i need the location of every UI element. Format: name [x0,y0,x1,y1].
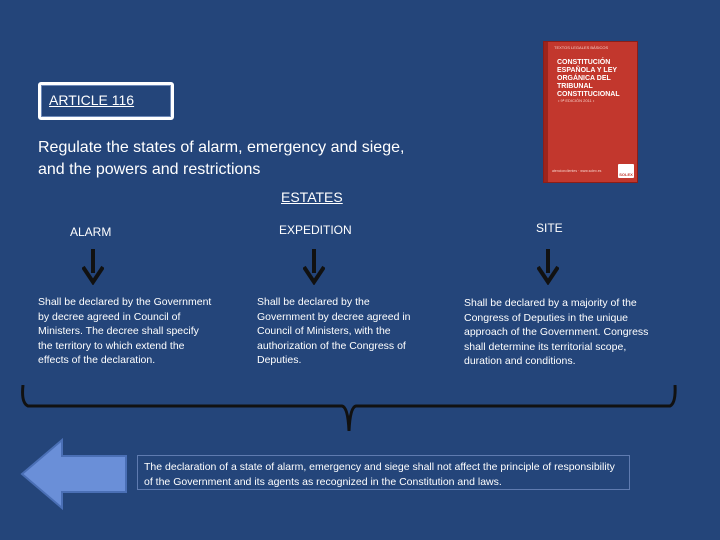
article-title: ARTICLE 116 [49,92,135,108]
column-text-site: Shall be declared by a majority of the Congress of Deputies in the unique approach of the Government. Congress shall determine its territorial scope, duration and conditions. [464,297,649,368]
column-title-alarm: ALARM [70,225,112,239]
book-cover-image [543,41,638,183]
arrow-down-icon [303,249,325,285]
back-arrow-icon[interactable] [18,436,130,512]
column-title-site: SITE [536,221,563,235]
note-text: The declaration of a state of alarm, emergency and siege shall not affect the principle of responsibility of the Government and its agents as recognized in the Constitution and laws. [137,455,630,490]
publisher-logo: SOLEX [618,164,634,178]
book-edition: • 9ª EDICIÓN 2011 • [558,98,595,103]
arrow-down-icon [537,249,559,285]
column-text-expedition: Shall be declared by the Government by decree agreed in Council of Ministers, with the authorization of the Congress of Deputies. [257,296,411,367]
brace-bracket [20,385,680,435]
book-series-label: TEXTOS LEGALES BÁSICOS [554,45,609,50]
estates-heading: ESTATES [281,189,343,205]
book-title: CONSTITUCIÓN ESPAÑOLA Y LEY ORGÁNICA DEL TRIBUNAL CONSTITUCIONAL [557,59,620,98]
arrow-down-icon [82,249,104,285]
subtitle-text: Regulate the states of alarm, emergency and siege, and the powers and restrictions [38,139,405,178]
book-spine [544,42,548,182]
column-title-expedition: EXPEDITION [279,223,352,237]
book-footer: atencionclientes · www.solex.es [552,169,602,173]
column-text-alarm: Shall be declared by the Government by decree agreed in Council of Ministers. The decree shall specify the territory to which extend the effects of the declaration. [38,296,212,367]
article-title-box [38,82,174,120]
